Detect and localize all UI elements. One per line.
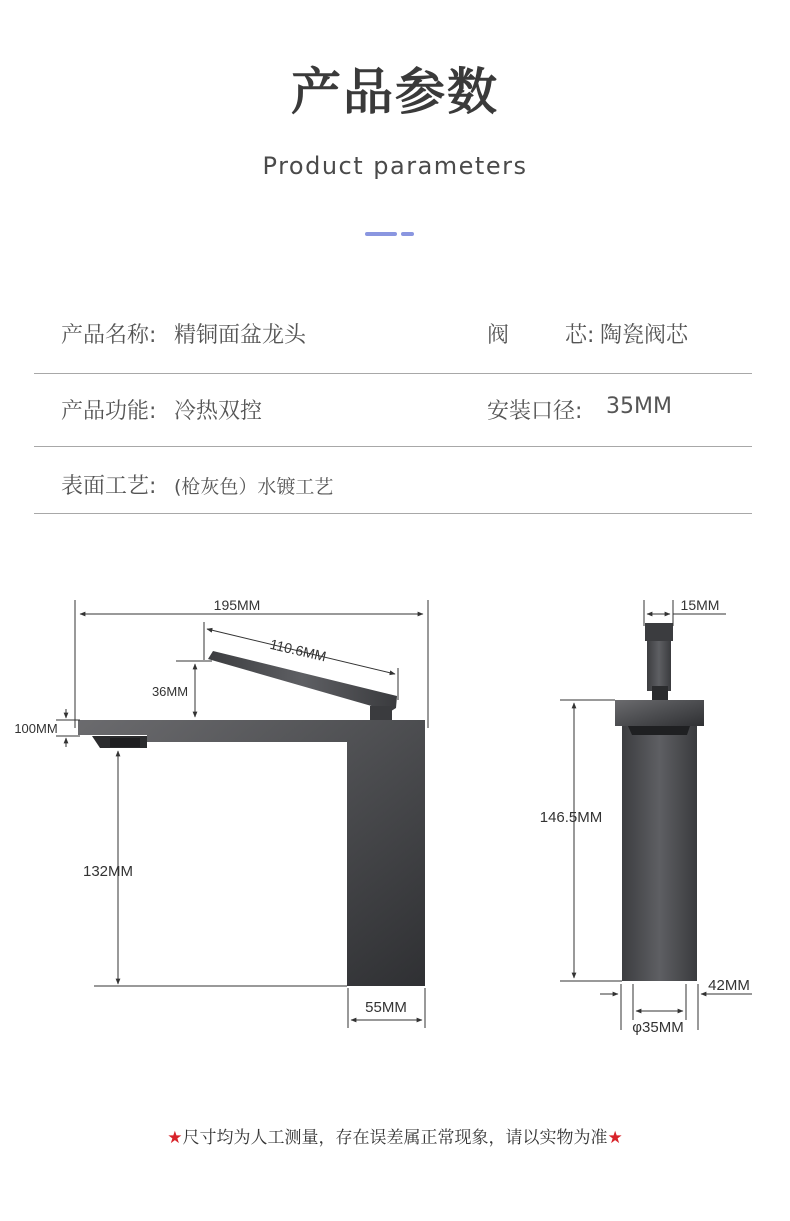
front-view-faucet	[615, 623, 704, 981]
star-icon-right: ★	[607, 1128, 623, 1148]
side-view-faucet	[78, 651, 425, 986]
base-width-label: 55MM	[365, 999, 407, 1016]
star-icon-left: ★	[167, 1128, 183, 1148]
handle-height-label: 36MM	[151, 684, 189, 699]
spec-surface-value: (枪灰色）水镀工艺	[174, 476, 334, 498]
body-height-label: 146.5MM	[539, 809, 603, 826]
base-42-label: 42MM	[708, 977, 750, 994]
handle-length-label: 110.6MM	[268, 635, 328, 665]
width-195-label: 195MM	[213, 597, 261, 613]
spec-valve-label: 阀 芯:	[487, 323, 595, 348]
spec-function-label: 产品功能:	[61, 399, 157, 424]
page-subtitle: Product parameters	[262, 152, 528, 180]
spec-name-label: 产品名称:	[61, 323, 157, 348]
spec-function-value: 冷热双控	[174, 399, 263, 424]
spec-valve-value: 陶瓷阀芯	[600, 323, 689, 348]
page-title: 产品参数	[291, 63, 499, 121]
spec-install-label: 安装口径:	[487, 399, 583, 424]
spec-row-1	[34, 300, 752, 374]
dimension-drawing	[0, 560, 790, 1050]
spec-surface-label: 表面工艺:	[61, 474, 157, 499]
spec-row-2	[34, 374, 752, 447]
measurement-note	[0, 1123, 790, 1148]
spec-name-value: 精铜面盆龙头	[174, 323, 307, 348]
spec-install-value: 35MM	[606, 394, 672, 419]
note-text: 尺寸均为人工测量，存在误差属正常现象，请以实物为准	[182, 1128, 608, 1148]
diameter-label: φ35MM	[632, 1019, 684, 1036]
handle-width-label: 15MM	[680, 597, 720, 613]
top-thickness-label: 100MM	[14, 721, 58, 736]
spec-row-3	[34, 447, 752, 514]
spout-height-label: 132MM	[82, 863, 134, 880]
